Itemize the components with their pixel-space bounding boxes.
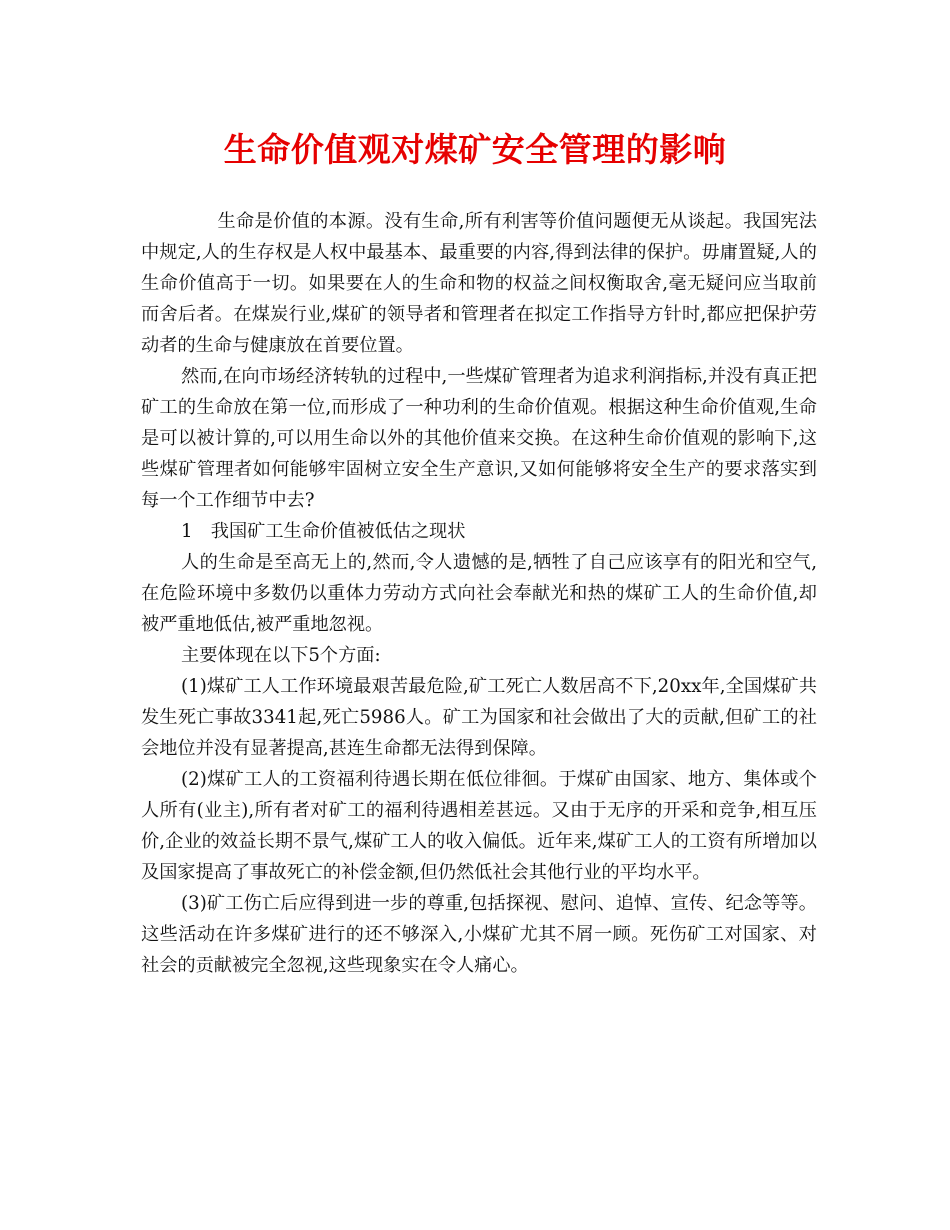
document-body	[141, 206, 817, 981]
paragraph-point-2: (2)煤矿工人的工资福利待遇长期在低位徘徊。于煤矿由国家、地方、集体或个人所有(业主),所有者对矿工的福利待遇相差甚远。又由于无序的开采和竞争,相互压价,企业的效益长期不景气,煤矿工人的收入偏低。近年来,煤矿工人的工资有所增加以及国家提高了事故死亡的补偿金额,但仍然低社会其他行业的平均水平。	[141, 769, 817, 883]
paragraph-point-3: (3)矿工伤亡后应得到进一步的尊重,包括探视、慰问、追悼、宣传、纪念等等。这些活动在许多煤矿进行的还不够深入,小煤矿尤其不屑一顾。死伤矿工对国家、对社会的贡献被完全忽视,这些现象实在令人痛心。	[141, 893, 817, 976]
section-heading-1: 1 我国矿工生命价值被低估之现状	[181, 521, 466, 542]
paragraph-five-aspects: 主要体现在以下5个方面:	[181, 645, 381, 666]
paragraph-market-transition: 然而,在向市场经济转轨的过程中,一些煤矿管理者为追求利润指标,并没有真正把矿工的生命放在第一位,而形成了一种功利的生命价值观。根据这种生命价值观,生命是可以被计算的,可以用生命以外的其他价值来交换。在这种生命价值观的影响下,这些煤矿管理者如何能够牢固树立安全生产意识,又如何能够将安全生产的要求落实到每一个工作细节中去?	[141, 366, 817, 511]
paragraph-point-1: (1)煤矿工人工作环境最艰苦最危险,矿工死亡人数居高不下,20xx年,全国煤矿共发生死亡事故3341起,死亡5986人。矿工为国家和社会做出了大的贡献,但矿工的社会地位并没有显著提高,甚连生命都无法得到保障。	[141, 676, 817, 759]
paragraph-intro: 生命是价值的本源。没有生命,所有利害等价值问题便无从谈起。我国宪法中规定,人的生存权是人权中最基本、最重要的内容,得到法律的保护。毋庸置疑,人的生命价值高于一切。如果要在人的生命和物的权益之间权衡取舍,毫无疑问应当取前而舍后者。在煤炭行业,煤矿的领导者和管理者在拟定工作指导方针时,都应把保护劳动者的生命与健康放在首要位置。	[141, 211, 817, 356]
document-title: 生命价值观对煤矿安全管理的影响	[223, 130, 727, 169]
paragraph-life-undervalued: 人的生命是至高无上的,然而,令人遗憾的是,牺牲了自己应该享有的阳光和空气,在危险环境中多数仍以重体力劳动方式向社会奉献光和热的煤矿工人的生命价值,却被严重地低估,被严重地忽视。	[141, 552, 817, 635]
